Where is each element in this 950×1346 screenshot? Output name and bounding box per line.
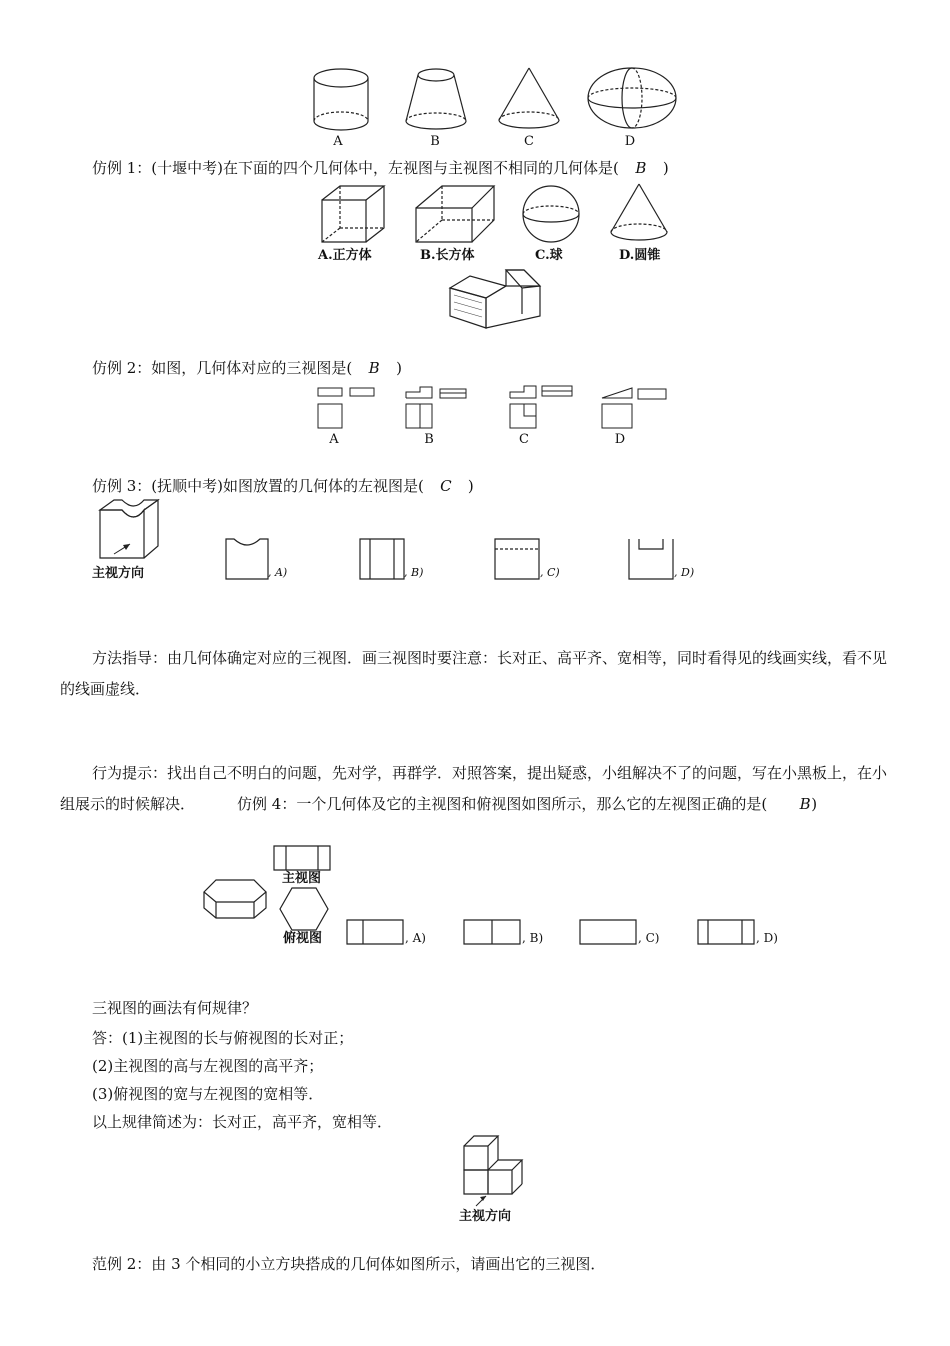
ex4-option-d-view: [696, 918, 758, 946]
ex1-question: [92, 158, 669, 178]
rules-summary: 以上规律简述为：长对正，高平齐，宽相等．: [92, 1113, 393, 1131]
three-cube-figure: [456, 1134, 526, 1208]
ex1-answer: B: [635, 159, 647, 177]
ex2-answer: B: [368, 359, 380, 377]
ex1-label-sphere: C.球: [535, 248, 563, 263]
ex1-label-cube: A.正方体: [318, 248, 372, 263]
ex4-option-a: , A): [405, 931, 426, 945]
cylinder-figure: [308, 66, 374, 132]
ex2-text: 仿例 2：如图，几何体对应的三视图是(: [92, 359, 353, 377]
behavior-text: 行为提示：找出自己不明白的问题，先对学，再群学．对照答案，提出疑惑，小组解决不了的问题，写在小黑板上，在小组展示的时候解决．: [60, 764, 888, 813]
ex4-top-view: [278, 886, 330, 932]
cube-figure: [318, 184, 388, 244]
sphere-figure: [518, 184, 584, 244]
ex4-option-b: , B): [522, 931, 544, 945]
ex2-label-d: D: [614, 432, 626, 447]
rules-answer-3: (3)俯视图的宽与左视图的宽相等．: [92, 1085, 324, 1103]
ex4-option-c-view: [578, 918, 640, 946]
ex3-option-b: , B): [404, 566, 424, 579]
ex4-option-d: , D): [756, 931, 778, 945]
ex1-close: ): [662, 159, 669, 177]
ex2-label-c: C: [519, 432, 529, 447]
ex2-label-a: A: [329, 432, 339, 447]
ex2-option-c-views: [508, 384, 574, 430]
ex4-front-view: [272, 844, 334, 872]
ex4-option-c: , C): [638, 931, 660, 945]
behavior-tip: [60, 758, 894, 820]
ex1-label-cuboid: B.长方体: [420, 248, 475, 263]
ex3-text: 仿例 3：(抚顺中考)如图放置的几何体的左视图是(: [92, 477, 424, 495]
ex4-close: ): [811, 795, 818, 813]
rules-question: 三视图的画法有何规律？: [92, 999, 258, 1017]
row1-label-b: B: [430, 134, 440, 149]
row1-label-d: D: [624, 134, 636, 149]
ex3-option-c-view: [493, 537, 541, 581]
ex3-direction-label: 主视方向: [92, 566, 145, 581]
example-2-question: 范例 2：由 3 个相同的小立方块搭成的几何体如图所示，请画出它的三视图．: [92, 1255, 606, 1273]
ex2-option-d-views: [598, 384, 668, 430]
ellipsoid-figure: [585, 66, 679, 132]
ex3-answer: C: [440, 477, 452, 495]
ex3-option-d-view: [627, 537, 675, 581]
ex4-option-a-view: [345, 918, 407, 946]
ex3-option-d: , D): [674, 566, 695, 579]
rules-answer-1: 答：(1)主视图的长与俯视图的长对正；: [92, 1029, 354, 1047]
ex3-option-a: , A): [268, 566, 288, 579]
cube-direction-label: 主视方向: [459, 1209, 512, 1224]
ex2-question: [92, 358, 402, 378]
ex2-option-a-views: [316, 386, 378, 430]
ex1-label-cone: D.圆锥: [619, 248, 661, 263]
frustum-figure: [402, 66, 470, 132]
ex4-text: ：一个几何体及它的主视图和俯视图如图所示，那么它的左视图正确的是(: [281, 795, 768, 813]
ex4-top-label: 俯视图: [283, 931, 323, 946]
ex3-option-a-view: [224, 537, 272, 581]
row1-label-c: C: [524, 134, 534, 149]
row1-label-a: A: [333, 134, 343, 149]
ex4-front-label: 主视图: [282, 871, 322, 886]
ex1-text: 仿例 1：(十堰中考)在下面的四个几何体中，左视图与主视图不相同的几何体是(: [92, 159, 619, 177]
cone-figure: [494, 66, 564, 132]
ex2-option-b-views: [404, 386, 470, 430]
ex4-option-b-view: [462, 918, 524, 946]
ex3-close: ): [467, 477, 474, 495]
grooved-block-figure: [96, 498, 166, 564]
ex3-option-b-view: [358, 537, 406, 581]
ex4-answer: B: [799, 795, 811, 813]
cone2-figure: [607, 182, 671, 244]
ex2-label-b: B: [424, 432, 434, 447]
stepped-block-figure: [446, 266, 542, 330]
ex3-option-c: , C): [540, 566, 560, 579]
hex-prism-figure: [200, 876, 270, 922]
cuboid-figure: [412, 184, 498, 244]
rules-answer-2: (2)主视图的高与左视图的高平齐；: [92, 1057, 324, 1075]
method-guidance: 方法指导：由几何体确定对应的三视图．画三视图时要注意：长对正、高平齐、宽相等，同时看得见的线画实线，看不见的线画虚线．: [60, 649, 888, 698]
ex4-label: 仿例 4: [237, 795, 282, 813]
ex3-question: [92, 476, 474, 496]
ex2-close: ): [396, 359, 403, 377]
